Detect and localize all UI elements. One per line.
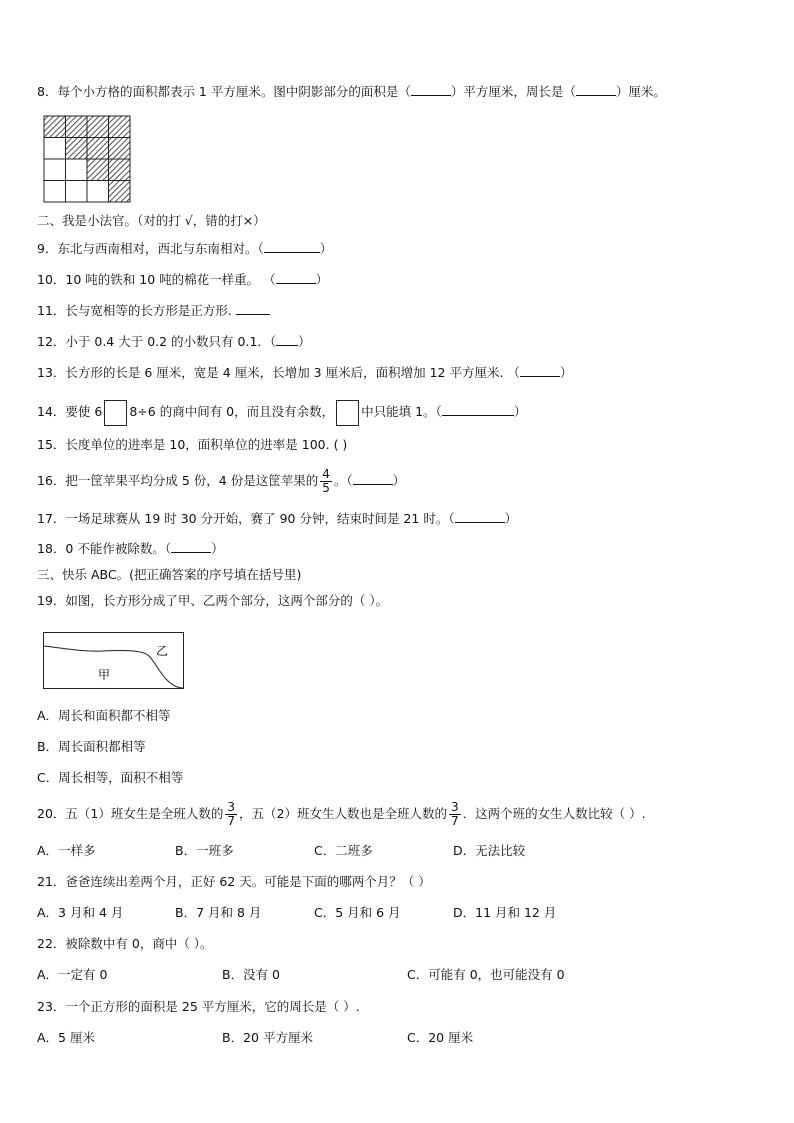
q21-option-b[interactable]: B．7 月和 8 月	[175, 905, 262, 920]
q22-option-a[interactable]: A．一定有 0	[37, 967, 108, 982]
shaded-cell	[87, 116, 109, 138]
answer-blank[interactable]	[442, 403, 514, 416]
question-14: 14．要使 6 8÷6 的商中间有 0，而且没有余数， 中只能填 1。（ ）	[37, 399, 526, 426]
shaded-cell	[87, 159, 109, 181]
label-jia: 甲	[98, 668, 111, 682]
q19-option-b[interactable]: B．周长面积都相等	[37, 739, 146, 754]
answer-blank[interactable]	[576, 83, 616, 96]
q20-option-a[interactable]: A．一样多	[37, 843, 96, 858]
q19-option-a[interactable]: A．周长和面积都不相等	[37, 708, 171, 723]
fraction: $\frac{3}{7}$	[227, 800, 235, 828]
answer-blank[interactable]	[353, 472, 393, 485]
question-21: 21．爸爸连续出差两个月，正好 62 天。可能是下面的哪两个月？（ ）	[37, 874, 431, 889]
q23-option-a[interactable]: A．5 厘米	[37, 1030, 95, 1045]
answer-blank[interactable]	[455, 510, 505, 523]
answer-blank[interactable]	[520, 364, 560, 377]
shaded-grid-figure	[43, 115, 131, 203]
q21-option-a[interactable]: A．3 月和 4 月	[37, 905, 124, 920]
rectangle-split-figure	[43, 632, 185, 690]
q21-option-c[interactable]: C．5 月和 6 月	[314, 905, 401, 920]
shaded-cell	[109, 138, 131, 160]
shaded-cell	[109, 116, 131, 138]
shaded-cell	[44, 116, 66, 138]
section-2-title: 二、我是小法官。（对的打 √，错的打×）	[37, 213, 266, 228]
question-17: 17．一场足球赛从 19 时 30 分开始，赛了 90 分钟，结束时间是 21 时。（ ）	[37, 511, 518, 526]
q23-option-c[interactable]: C．20 厘米	[407, 1030, 474, 1045]
answer-blank[interactable]	[171, 540, 211, 553]
q19-option-c[interactable]: C．周长相等，面积不相等	[37, 770, 184, 785]
question-16: 16．把一筐苹果平均分成 5 份，4 份是这筐苹果的 $\frac{4}{5}$ 。（ ）	[37, 467, 406, 495]
blank-cell	[44, 181, 66, 203]
answer-blank[interactable]	[411, 83, 451, 96]
question-23: 23．一个正方形的面积是 25 平方厘米，它的周长是（ ）.	[37, 999, 360, 1014]
answer-blank[interactable]	[276, 333, 298, 346]
blank-cell	[44, 159, 66, 181]
question-12: 12．小于 0.4 大于 0.2 的小数只有 0.1．（ ）	[37, 334, 311, 349]
answer-blank[interactable]	[236, 302, 270, 315]
answer-blank[interactable]	[276, 271, 316, 284]
section-3-title: 三、快乐 ABC。(把正确答案的序号填在括号里)	[37, 567, 302, 582]
q22-option-b[interactable]: B．没有 0	[222, 967, 281, 982]
shaded-cell	[109, 181, 131, 203]
digit-box[interactable]	[336, 400, 359, 426]
digit-box[interactable]	[104, 400, 127, 426]
shaded-cell	[87, 138, 109, 160]
shaded-cell	[109, 159, 131, 181]
q20-option-d[interactable]: D．无法比较	[453, 843, 526, 858]
answer-blank[interactable]	[264, 240, 320, 253]
question-22: 22．被除数中有 0，商中（ ）。	[37, 936, 213, 951]
question-20: 20．五（1）班女生是全班人数的 $\frac{3}{7}$ ，五（2）班女生人数也是全班人数的 $\frac{3}{7}$ ．这两个班的女生人数比较（ ）.	[37, 800, 646, 828]
shaded-cell	[66, 116, 88, 138]
fraction: $\frac{4}{5}$	[322, 467, 330, 495]
blank-cell	[87, 181, 109, 203]
q22-option-c[interactable]: C．可能有 0，也可能没有 0	[407, 967, 565, 982]
question-8: 8．每个小方格的面积都表示 1 平方厘米。图中阴影部分的面积是（ ）平方厘米，周长是（ ）厘米。	[37, 84, 666, 99]
shaded-cell	[66, 138, 88, 160]
question-19: 19．如图，长方形分成了甲、乙两个部分，这两个部分的（ ）。	[37, 593, 389, 608]
label-yi: 乙	[156, 644, 169, 658]
question-13: 13．长方形的长是 6 厘米，宽是 4 厘米，长增加 3 厘米后，面积增加 12 平方厘米. （ ）	[37, 365, 573, 380]
question-9: 9．东北与西南相对，西北与东南相对。（ ）	[37, 241, 333, 256]
q21-option-d[interactable]: D．11 月和 12 月	[453, 905, 557, 920]
fraction: $\frac{3}{7}$	[450, 800, 459, 828]
question-15: 15．长度单位的进率是 10，面积单位的进率是 100. ( )	[37, 437, 348, 452]
question-11: 11．长与宽相等的长方形是正方形.	[37, 302, 270, 319]
blank-cell	[66, 159, 88, 181]
q20-option-b[interactable]: B．一班多	[175, 843, 234, 858]
question-18: 18．0 不能作被除数。（ ）	[37, 541, 224, 556]
q20-option-c[interactable]: C．二班多	[314, 843, 373, 858]
question-10: 10．10 吨的铁和 10 吨的棉花一样重。 （ ）	[37, 272, 329, 287]
blank-cell	[44, 138, 66, 160]
q23-option-b[interactable]: B．20 平方厘米	[222, 1030, 313, 1045]
blank-cell	[66, 181, 88, 203]
